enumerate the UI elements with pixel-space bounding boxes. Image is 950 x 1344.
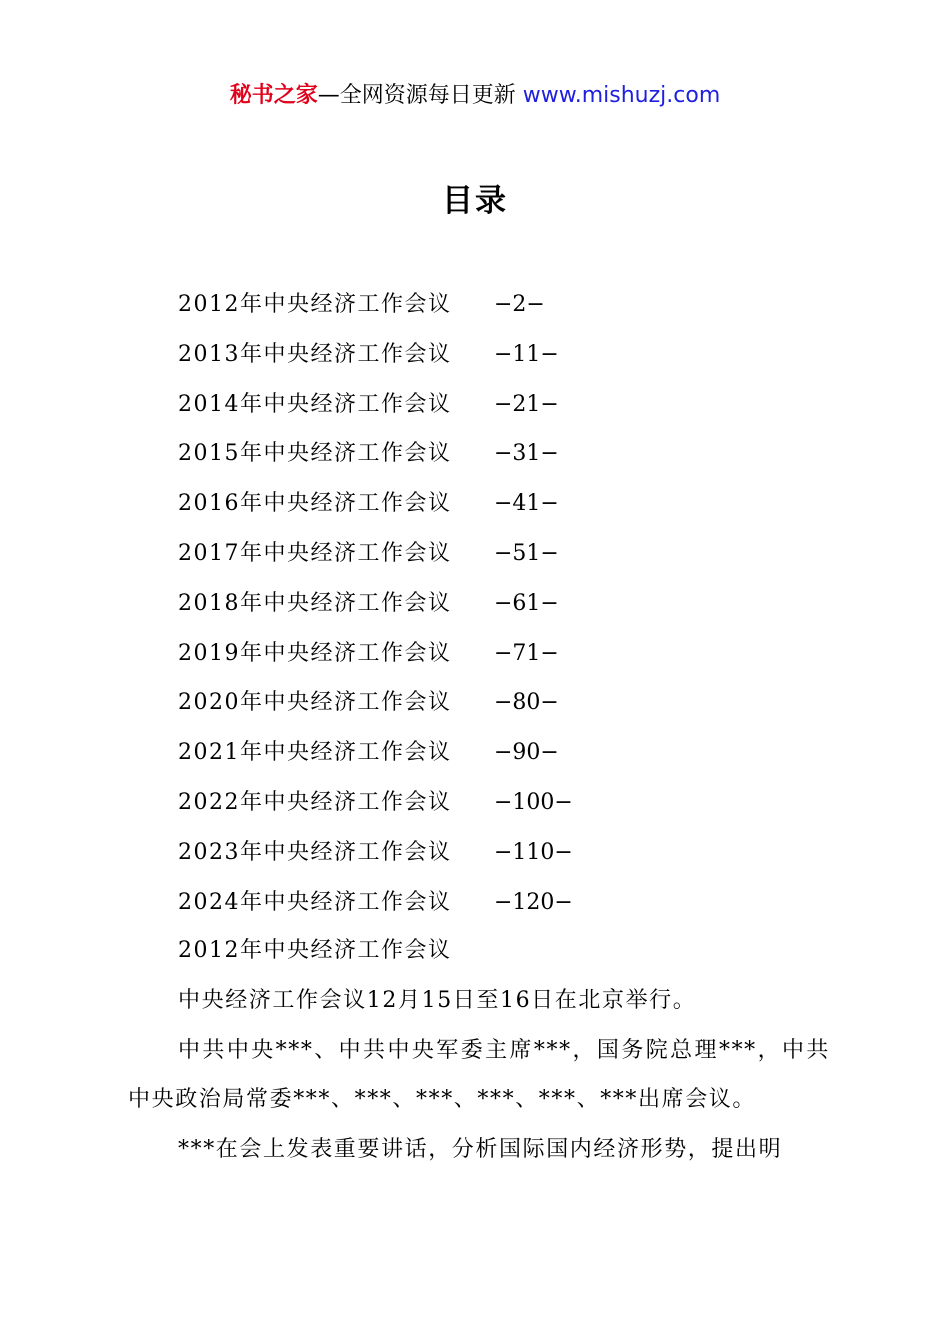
toc-entry-label: 2020年中央经济工作会议 [178,690,452,716]
toc-entry[interactable] [178,579,573,629]
toc-entry-page: −71− [494,640,559,666]
toc-entry[interactable] [178,280,573,330]
toc-entry[interactable] [178,629,573,679]
toc-entry[interactable] [178,828,573,878]
toc-entry-label: 2014年中央经济工作会议 [178,391,452,417]
toc-entry-page: −51− [494,540,559,566]
table-of-contents [178,280,573,927]
toc-entry[interactable] [178,479,573,529]
toc-entry[interactable] [178,380,573,430]
site-brand: 秘书之家 [229,83,318,108]
toc-entry-label: 2022年中央经济工作会议 [178,789,452,815]
toc-entry-page: −120− [494,889,573,915]
toc-entry-page: −11− [494,341,559,367]
paragraph: ***在会上发表重要讲话，分析国际国内经济形势，提出明 [178,1137,783,1163]
toc-entry-page: −110− [494,839,573,865]
toc-entry-page: −2− [494,292,545,317]
toc-entry-label: 2021年中央经济工作会议 [178,740,452,766]
toc-entry-label: 2018年中央经济工作会议 [178,590,452,616]
toc-entry-label: 2017年中央经济工作会议 [178,540,452,566]
toc-entry[interactable] [178,778,573,828]
toc-entry-page: −31− [494,441,559,467]
toc-entry-page: −90− [494,740,559,766]
site-url-link[interactable]: www.mishuzj.com [522,83,721,108]
toc-entry-page: −61− [494,590,559,616]
toc-entry-label: 2013年中央经济工作会议 [178,341,452,367]
toc-entry-label: 2024年中央经济工作会议 [178,889,452,915]
toc-entry-label: 2012年中央经济工作会议 [178,292,452,317]
paragraph: 中央经济工作会议12月15日至16日在北京举行。 [178,987,697,1013]
document-body [128,926,830,1175]
toc-entry-page: −100− [494,789,573,815]
toc-entry-label: 2023年中央经济工作会议 [178,839,452,865]
toc-entry[interactable] [178,429,573,479]
toc-entry[interactable] [178,878,573,928]
toc-entry[interactable] [178,678,573,728]
toc-entry[interactable] [178,529,573,579]
toc-title: 目录 [442,183,508,219]
toc-entry-page: −41− [494,491,559,517]
toc-entry-label: 2015年中央经济工作会议 [178,441,452,467]
paragraph: 中共中央***、中共中央军委主席***，国务院总理***，中共中央政治局常委***、***、***、***、***、***出席会议。 [128,1037,830,1113]
toc-entry-page: −80− [494,690,559,716]
toc-entry-label: 2016年中央经济工作会议 [178,491,452,517]
toc-entry[interactable] [178,330,573,380]
toc-entry-page: −21− [494,391,559,417]
toc-entry[interactable] [178,728,573,778]
toc-entry-label: 2019年中央经济工作会议 [178,640,452,666]
site-slogan: —全网资源每日更新 [317,83,516,108]
section-heading: 2012年中央经济工作会议 [178,938,452,963]
site-header [0,78,950,114]
